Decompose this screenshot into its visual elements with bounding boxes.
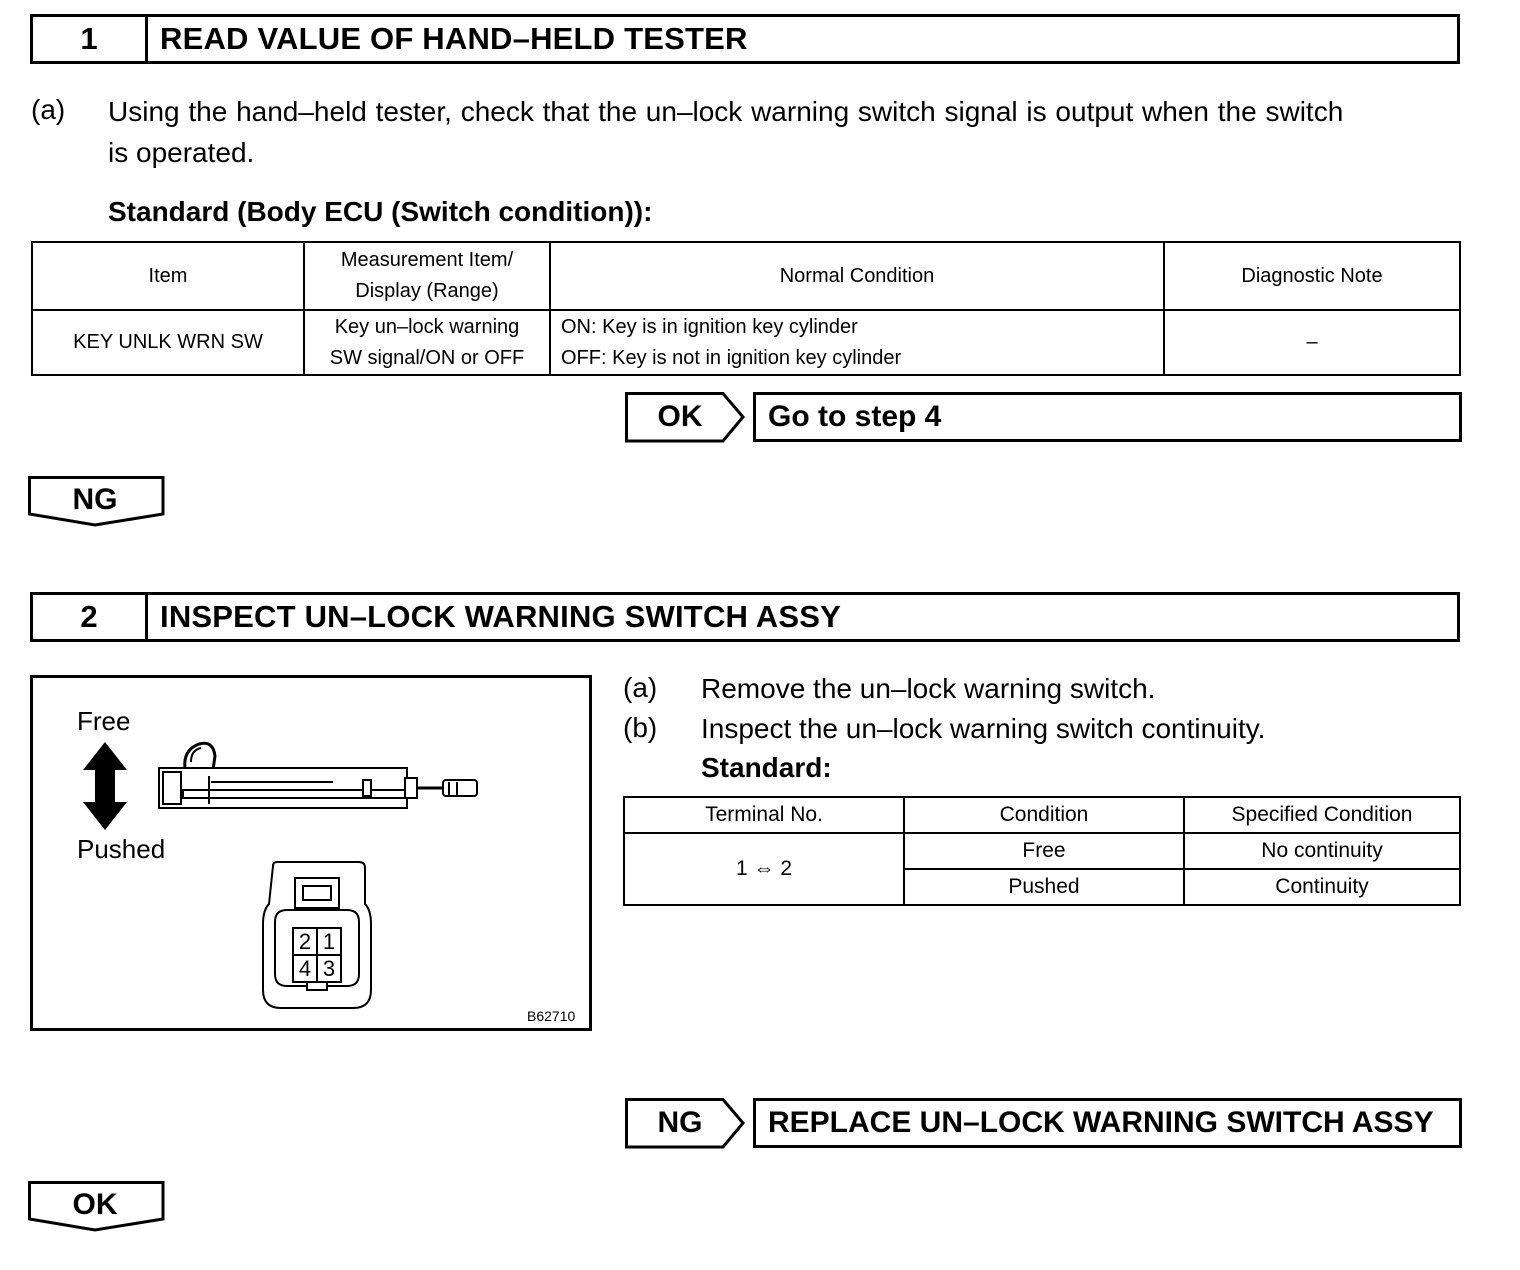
header-terminal: Terminal No.	[624, 797, 904, 833]
header-measurement	[304, 242, 550, 310]
figure-code: B62710	[527, 1008, 576, 1024]
step1-ok-result	[625, 392, 1461, 442]
cell-measurement-line1: Key un–lock warning	[334, 315, 520, 338]
cell-normal-line2: OFF: Key is not in ignition key cylinder	[561, 346, 902, 369]
step1-para-a-letter: (a)	[31, 94, 66, 125]
cell-measurement	[304, 310, 550, 375]
label-free: Free	[77, 706, 131, 736]
header-condition: Condition	[904, 797, 1184, 833]
ok-tag-label: OK	[657, 400, 703, 433]
switch-body-icon	[159, 743, 477, 808]
cell-note: –	[1164, 310, 1460, 375]
step2-para-a-letter: (a)	[623, 672, 658, 703]
header-item: Item	[32, 242, 304, 310]
double-arrow-icon	[83, 742, 127, 830]
pin-2: 2	[298, 929, 312, 954]
pin-1: 1	[322, 929, 336, 954]
cell-specified-free: No continuity	[1184, 833, 1460, 869]
step2-ng-result	[625, 1098, 1461, 1148]
cell-normal	[550, 310, 1164, 375]
header-measurement-line2: Display (Range)	[355, 280, 499, 302]
cell-condition-pushed: Pushed	[904, 869, 1184, 905]
step2-table	[623, 796, 1461, 906]
pin-4: 4	[298, 956, 312, 981]
cell-specified-pushed: Continuity	[1184, 869, 1460, 905]
header-note: Diagnostic Note	[1164, 242, 1460, 310]
cell-measurement-line2: SW signal/ON or OFF	[329, 346, 525, 369]
step2-header	[30, 592, 1460, 642]
ng-result-tag-label: NG	[657, 1106, 703, 1139]
step2-para-a-text: Remove the un–lock warning switch.	[701, 673, 1156, 704]
step1-ng-tag	[28, 476, 166, 528]
step1-header	[30, 14, 1460, 64]
step2-title: INSPECT UN–LOCK WARNING SWITCH ASSY	[160, 599, 841, 634]
step1-number: 1	[33, 17, 148, 61]
step1-para-a-line1: Using the hand–held tester, check that the un–lock warning switch signal is output when the switch	[108, 96, 1344, 127]
pin-3: 3	[322, 956, 336, 981]
switch-figure	[30, 675, 592, 1031]
cell-normal-line1: ON: Key is in ignition key cylinder	[561, 315, 858, 338]
step2-para-b-letter: (b)	[623, 712, 658, 743]
step2-ok-tag	[28, 1181, 166, 1233]
step2-para-b-text: Inspect the un–lock warning switch continuity.	[701, 713, 1266, 744]
cell-terminal: 1 ⇔ 2	[624, 833, 904, 905]
header-measurement-line1: Measurement Item/	[340, 249, 514, 271]
ng-tag	[625, 1098, 745, 1148]
header-normal: Normal Condition	[550, 242, 1164, 310]
step2-number: 2	[33, 595, 148, 639]
ng-tag-label: NG	[72, 483, 118, 516]
ok-tag	[625, 392, 745, 442]
ok-action-box: Go to step 4	[753, 392, 1462, 442]
step2-standard-label: Standard:	[701, 752, 832, 783]
header-specified: Specified Condition	[1184, 797, 1460, 833]
step1-standard-label: Standard (Body ECU (Switch condition)):	[108, 196, 653, 227]
label-pushed: Pushed	[77, 834, 166, 864]
step1-para-a-line2: is operated.	[108, 137, 255, 168]
ng-action-box: REPLACE UN–LOCK WARNING SWITCH ASSY	[753, 1098, 1462, 1148]
step1-title: READ VALUE OF HAND–HELD TESTER	[160, 21, 748, 56]
cell-condition-free: Free	[904, 833, 1184, 869]
step1-table	[31, 241, 1461, 376]
ok-down-tag-label: OK	[72, 1188, 118, 1221]
cell-item: KEY UNLK WRN SW	[32, 310, 304, 375]
